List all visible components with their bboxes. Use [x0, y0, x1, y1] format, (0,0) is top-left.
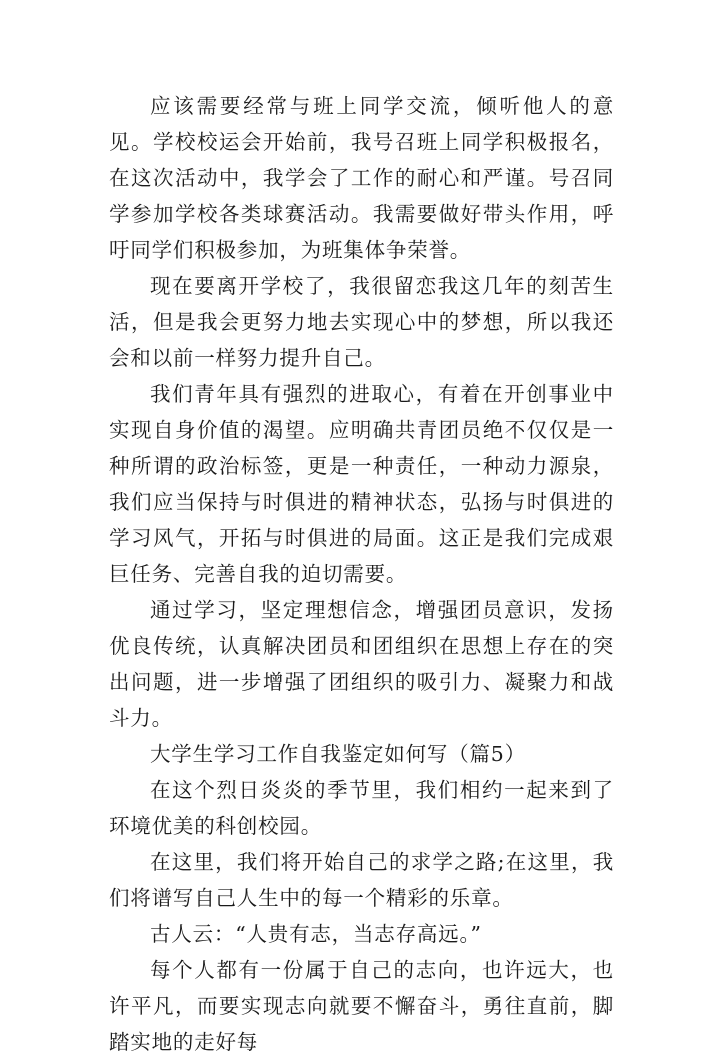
quote-paragraph: 古人云：“人贵有志，当志存高远。” — [150, 922, 482, 946]
paragraph-7: 每个人都有一份属于自己的志向，也许远大，也许平凡，而要实现志向就要不懈奋斗，勇往直前，脚踏实地的走好每 — [109, 958, 614, 1054]
paragraph-4: 通过学习，坚定理想信念，增强团员意识，发扬优良传统，认真解决团员和团组织在思想上存在的突出问题，进一步增强了团组织的吸引力、凝聚力和战斗力。 — [109, 598, 614, 730]
paragraph-2: 现在要离开学校了，我很留恋我这几年的刻苦生活，但是我会更努力地去实现心中的梦想，所以我还会和以前一样努力提升自己。 — [109, 274, 614, 370]
document-body — [109, 88, 614, 1060]
section-heading: 大学生学习工作自我鉴定如何写（篇5） — [150, 742, 526, 766]
paragraph-3: 我们青年具有强烈的进取心，有着在开创事业中实现自身价值的渴望。应明确共青团员绝不仅仅是一种所谓的政治标签，更是一种责任，一种动力源泉，我们应当保持与时俱进的精神状态，弘扬与时俱进的学习风气，开拓与时俱进的局面。这正是我们完成艰巨任务、完善自我的迫切需要。 — [109, 382, 614, 586]
paragraph-6: 在这里，我们将开始自己的求学之路;在这里，我们将谱写自己人生中的每一个精彩的乐章。 — [109, 850, 614, 910]
paragraph-5: 在这个烈日炎炎的季节里，我们相约一起来到了环境优美的科创校园。 — [109, 778, 614, 838]
paragraph-1: 应该需要经常与班上同学交流，倾听他人的意见。学校校运会开始前，我号召班上同学积极报名，在这次活动中，我学会了工作的耐心和严谨。号召同学参加学校各类球赛活动。我需要做好带头作用，呼吁同学们积极参加，为班集体争荣誉。 — [109, 94, 614, 262]
